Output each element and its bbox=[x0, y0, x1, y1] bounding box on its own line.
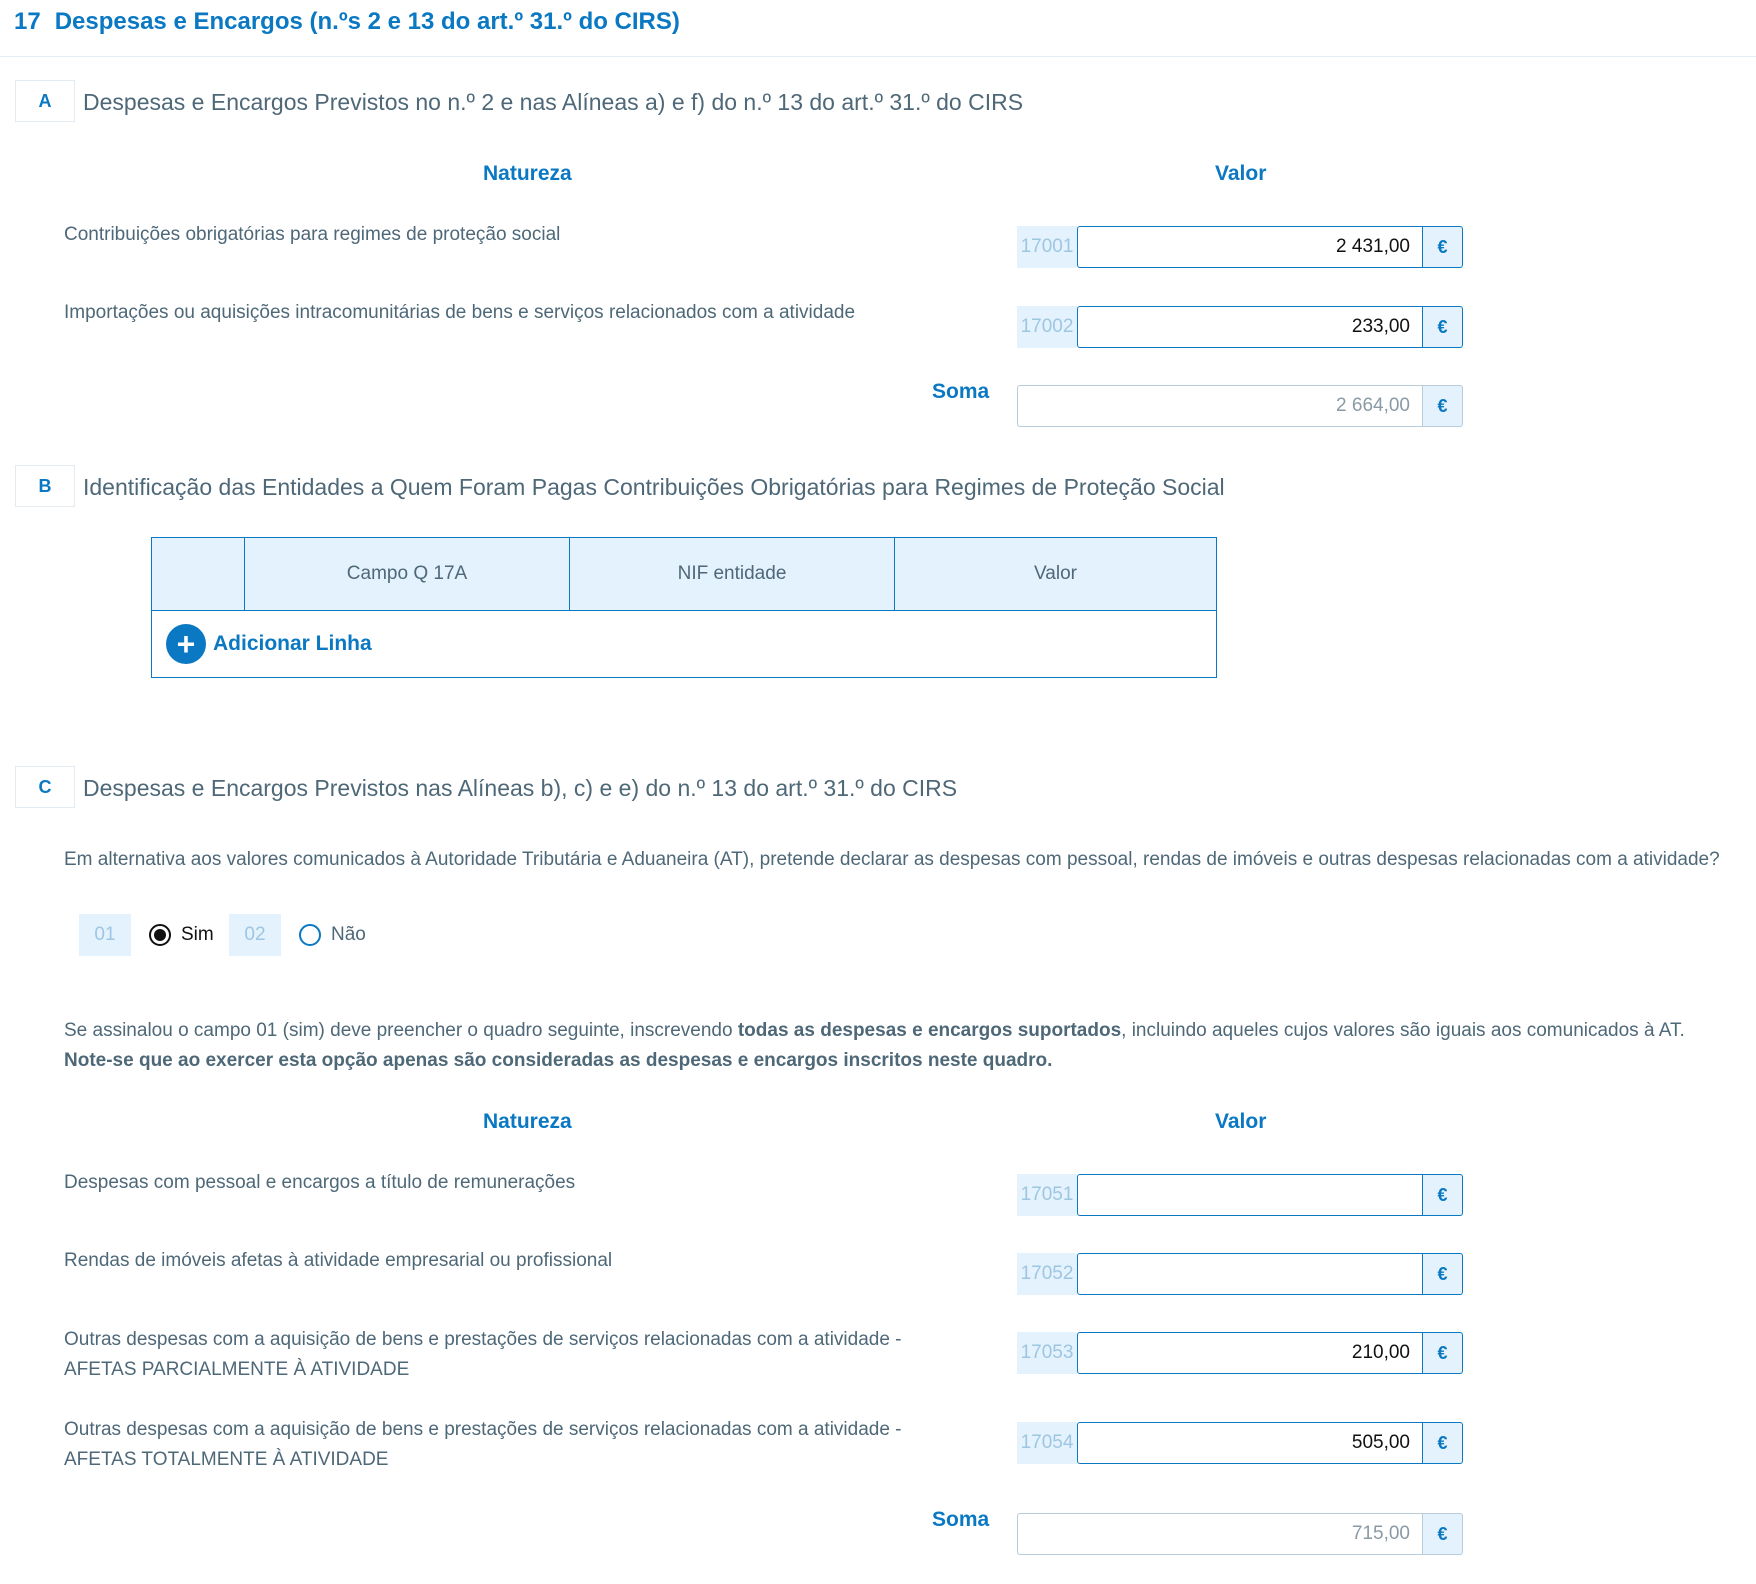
input-17001[interactable]: 2 431,00 bbox=[1077, 226, 1423, 268]
field-17052[interactable] bbox=[1077, 1253, 1463, 1295]
euro-icon: € bbox=[1423, 306, 1463, 348]
field-code-17054: 17054 bbox=[1017, 1422, 1077, 1464]
section-b-letter: B bbox=[15, 465, 75, 507]
entities-col-campo: Campo Q 17A bbox=[245, 538, 570, 611]
field-17001[interactable] bbox=[1077, 226, 1463, 268]
section-a-soma-field bbox=[1017, 385, 1463, 427]
euro-icon: € bbox=[1423, 1513, 1463, 1555]
section-a-soma-value: 2 664,00 bbox=[1017, 385, 1423, 427]
entities-col-valor: Valor bbox=[895, 538, 1217, 611]
entities-col-nif: NIF entidade bbox=[570, 538, 895, 611]
section-c-col-valor: Valor bbox=[1215, 1110, 1267, 1133]
row-label-17054-line2: AFETAS TOTALMENTE À ATIVIDADE bbox=[64, 1449, 389, 1470]
field-code-17002: 17002 bbox=[1017, 306, 1077, 348]
euro-icon: € bbox=[1423, 1253, 1463, 1295]
input-17053[interactable]: 210,00 bbox=[1077, 1332, 1423, 1374]
entities-table bbox=[151, 537, 1217, 678]
input-17002[interactable]: 233,00 bbox=[1077, 306, 1423, 348]
section-c-note-line2: Note-se que ao exercer esta opção apenas são consideradas as despesas e encargos inscritos neste quadro. bbox=[64, 1050, 1053, 1071]
option-code-02: 02 bbox=[229, 914, 281, 956]
section-c-title: Despesas e Encargos Previstos nas Alíneas b), c) e e) do n.º 13 do art.º 31.º do CIRS bbox=[83, 775, 958, 801]
section-a-letter: A bbox=[15, 80, 75, 122]
radio-nao-label[interactable]: Não bbox=[331, 924, 366, 945]
add-row-label[interactable]: Adicionar Linha bbox=[213, 632, 372, 655]
euro-icon: € bbox=[1423, 1174, 1463, 1216]
header-divider bbox=[0, 56, 1756, 57]
row-label-17052: Rendas de imóveis afetas à atividade empresarial ou profissional bbox=[64, 1250, 613, 1271]
row-label-17053-line1: Outras despesas com a aquisição de bens e prestações de serviços relacionadas com a atividade - bbox=[64, 1329, 902, 1350]
row-label-17054-line1: Outras despesas com a aquisição de bens e prestações de serviços relacionadas com a atividade - bbox=[64, 1419, 902, 1440]
field-17002[interactable] bbox=[1077, 306, 1463, 348]
field-17054[interactable] bbox=[1077, 1422, 1463, 1464]
section-a-soma-label: Soma bbox=[932, 380, 990, 403]
section-c-soma-value: 715,00 bbox=[1017, 1513, 1423, 1555]
plus-icon[interactable]: + bbox=[166, 624, 206, 664]
add-row-button[interactable] bbox=[166, 624, 1216, 664]
field-code-17053: 17053 bbox=[1017, 1332, 1077, 1374]
section-c-note-line1 bbox=[64, 1016, 1685, 1046]
input-17052[interactable] bbox=[1077, 1253, 1423, 1295]
note-bold: todas as despesas e encargos suportados bbox=[737, 1020, 1122, 1041]
row-label-17054 bbox=[64, 1415, 902, 1475]
euro-icon: € bbox=[1423, 226, 1463, 268]
section-a-col-valor: Valor bbox=[1215, 162, 1267, 185]
section-c-soma-field bbox=[1017, 1513, 1463, 1555]
input-17054[interactable]: 505,00 bbox=[1077, 1422, 1423, 1464]
input-17051[interactable] bbox=[1077, 1174, 1423, 1216]
euro-icon: € bbox=[1423, 385, 1463, 427]
option-code-01: 01 bbox=[79, 914, 131, 956]
euro-icon: € bbox=[1423, 1422, 1463, 1464]
row-label-17002: Importações ou aquisições intracomunitárias de bens e serviços relacionados com a atividade bbox=[64, 302, 856, 323]
note-text-2: , incluindo aqueles cujos valores são iguais aos comunicados à AT. bbox=[1121, 1020, 1685, 1041]
section-c-soma-label: Soma bbox=[932, 1508, 990, 1531]
radio-sim-label[interactable]: Sim bbox=[181, 924, 214, 945]
section-c-letter: C bbox=[15, 766, 75, 808]
field-code-17051: 17051 bbox=[1017, 1174, 1077, 1216]
section-c-question: Em alternativa aos valores comunicados à Autoridade Tributária e Aduaneira (AT), pretende declarar as despesas com pessoal, rendas de imóveis e outras despesas relacionadas com a atividade? bbox=[64, 849, 1720, 870]
section-b-title: Identificação das Entidades a Quem Foram Pagas Contribuições Obrigatórias para Regimes de Proteção Social bbox=[83, 474, 1225, 500]
field-code-17052: 17052 bbox=[1017, 1253, 1077, 1295]
quadro-title bbox=[14, 8, 680, 36]
quadro-title-text: Despesas e Encargos (n.ºs 2 e 13 do art.º 31.º do CIRS) bbox=[54, 8, 680, 35]
quadro-number: 17 bbox=[14, 8, 41, 35]
row-label-17051: Despesas com pessoal e encargos a título de remunerações bbox=[64, 1172, 576, 1193]
row-label-17001: Contribuições obrigatórias para regimes de proteção social bbox=[64, 224, 561, 245]
radio-sim[interactable] bbox=[149, 924, 171, 946]
field-17053[interactable] bbox=[1077, 1332, 1463, 1374]
section-a-col-natureza: Natureza bbox=[483, 162, 572, 185]
row-label-17053-line2: AFETAS PARCIALMENTE À ATIVIDADE bbox=[64, 1359, 410, 1380]
field-code-17001: 17001 bbox=[1017, 226, 1077, 268]
row-label-17053 bbox=[64, 1325, 902, 1385]
radio-nao[interactable] bbox=[299, 924, 321, 946]
field-17051[interactable] bbox=[1077, 1174, 1463, 1216]
section-a-title: Despesas e Encargos Previstos no n.º 2 e nas Alíneas a) e f) do n.º 13 do art.º 31.º do CIRS bbox=[83, 89, 1024, 115]
euro-icon: € bbox=[1423, 1332, 1463, 1374]
section-c-col-natureza: Natureza bbox=[483, 1110, 572, 1133]
entities-col-empty bbox=[152, 538, 245, 611]
note-text-1: Se assinalou o campo 01 (sim) deve preencher o quadro seguinte, inscrevendo bbox=[64, 1020, 738, 1041]
